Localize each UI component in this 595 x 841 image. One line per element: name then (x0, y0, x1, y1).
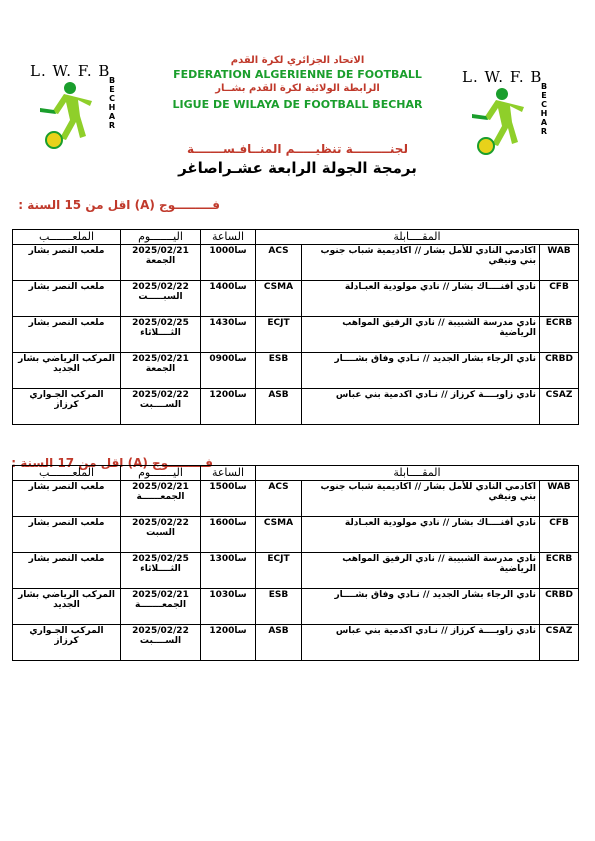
match-cell: نادي مدرسة الشبيبة // نادي الرفيق المواهب الرياضية (302, 317, 540, 353)
venue-cell: المركب الجـواري كرزاز (13, 389, 121, 425)
home-code-cell: CFB (540, 281, 579, 317)
time-cell: 15سا00 (201, 481, 256, 517)
match-cell: نادي أفنــــاك بشار // نادي مولودية العبـادلة (302, 281, 540, 317)
venue-cell: ملعب النصر بشار (13, 281, 121, 317)
football-player-icon (30, 72, 110, 152)
away-code-cell: ESB (256, 353, 302, 389)
logo-title: L. W. F. B (30, 62, 111, 80)
day-cell (121, 245, 201, 281)
header-venue: الملعـــــــب (13, 466, 121, 481)
match-cell: نادي الرجاء بشار الجديد // نـادي وفاق بشــــار (302, 589, 540, 625)
table-row (13, 317, 579, 353)
time-cell: 14سا30 (201, 317, 256, 353)
header-match: المقــــابلة (256, 230, 579, 245)
venue-cell: ملعب النصر بشار (13, 553, 121, 589)
time-cell: 14سا00 (201, 281, 256, 317)
federation-name-arabic: الاتحاد الجزائري لكرة القدم (230, 55, 365, 66)
day-cell (121, 625, 201, 661)
match-cell: نادي مدرسة الشبيبة // نادي الرفيق المواهب الرياضية (302, 553, 540, 589)
weekday: الجمعــــــة (136, 492, 185, 502)
table-row (13, 553, 579, 589)
home-code-cell: CRBD (540, 589, 579, 625)
date: 2025/02/21 (132, 354, 189, 364)
day-cell (121, 589, 201, 625)
table-row (13, 281, 579, 317)
away-code-cell: ECJT (256, 317, 302, 353)
header-time: الساعة (201, 466, 256, 481)
table-header-row (13, 466, 579, 481)
table-row (13, 517, 579, 553)
table-header-row (13, 230, 579, 245)
date: 2025/02/21 (132, 590, 189, 600)
weekday: الســــبت (139, 400, 182, 410)
match-cell: نادي أفنــــاك بشار // نادي مولودية العبـادلة (302, 517, 540, 553)
away-code-cell: ESB (256, 589, 302, 625)
match-cell: نادي زاويــــة كرزاز // نـادي اكدمية بني عباس (302, 389, 540, 425)
venue-cell: ملعب النصر بشار (13, 317, 121, 353)
away-code-cell: ACS (256, 245, 302, 281)
committee-title: لجنـــــــــة تنظيـــــم المنــافـســـــــة (187, 142, 408, 156)
date: 2025/02/22 (132, 282, 189, 292)
away-code-cell: ASB (256, 389, 302, 425)
date: 2025/02/22 (132, 390, 189, 400)
league-name-french: LIGUE DE WILAYA DE FOOTBALL BECHAR (172, 98, 423, 111)
weekday: الســــبت (139, 636, 182, 646)
home-code-cell: CRBD (540, 353, 579, 389)
header-day: اليـــــــوم (121, 230, 201, 245)
header-match: المقــــابلة (256, 466, 579, 481)
venue-cell: المركب الرياضي بشار الجديد (13, 353, 121, 389)
match-cell: نادي الرجاء بشار الجديد // نـادي وفاق بشــــار (302, 353, 540, 389)
schedule-table-u15 (12, 229, 579, 425)
header-venue: الملعـــــــب (13, 230, 121, 245)
group-title-u15: فـــــــــوج (A) اقل من 15 السنة : (18, 198, 220, 212)
home-code-cell: CSAZ (540, 389, 579, 425)
date: 2025/02/22 (132, 626, 189, 636)
weekday: السبت (146, 528, 175, 538)
date: 2025/02/22 (132, 518, 189, 528)
table-row (13, 589, 579, 625)
date: 2025/02/21 (132, 246, 189, 256)
venue-cell: ملعب النصر بشار (13, 481, 121, 517)
weekday: الثــــلاثاء (140, 328, 181, 338)
home-code-cell: CFB (540, 517, 579, 553)
day-cell (121, 353, 201, 389)
time-cell: 09سا00 (201, 353, 256, 389)
table-row (13, 353, 579, 389)
day-cell (121, 553, 201, 589)
match-cell: اكادمي النادي للأمل بشار // اكاديمية شباب جنوب بني ونيفي (302, 245, 540, 281)
away-code-cell: CSMA (256, 517, 302, 553)
date: 2025/02/21 (132, 482, 189, 492)
weekday: الثــــلاثاء (140, 564, 181, 574)
league-logo-left (30, 62, 140, 157)
league-name-arabic: الرابطة الولائية لكرة القدم بشــار (215, 83, 380, 94)
match-cell: اكادمي النادي للأمل بشار // اكاديمية شباب جنوب بني ونيفي (302, 481, 540, 517)
time-cell: 12سا00 (201, 625, 256, 661)
away-code-cell: CSMA (256, 281, 302, 317)
time-cell: 13سا00 (201, 553, 256, 589)
home-code-cell: CSAZ (540, 625, 579, 661)
away-code-cell: ASB (256, 625, 302, 661)
home-code-cell: ECRB (540, 553, 579, 589)
date: 2025/02/25 (132, 318, 189, 328)
header-day: اليـــــــوم (121, 466, 201, 481)
day-cell (121, 389, 201, 425)
home-code-cell: WAB (540, 245, 579, 281)
time-cell: 12سا00 (201, 389, 256, 425)
venue-cell: المركب الرياضي بشار الجديد (13, 589, 121, 625)
weekday: الجمعة (145, 256, 176, 266)
day-cell (121, 281, 201, 317)
time-cell: 10سا00 (201, 245, 256, 281)
weekday: الجمعـــــــة (134, 600, 187, 610)
time-cell: 16سا00 (201, 517, 256, 553)
weekday: السبـــــت (138, 292, 183, 302)
program-title: برمجة الجولة الرابعة عشـراصاغر (178, 159, 417, 177)
away-code-cell: ECJT (256, 553, 302, 589)
day-cell (121, 481, 201, 517)
logo-subtitle: B E C H A R (108, 76, 116, 130)
table-row (13, 245, 579, 281)
venue-cell: ملعب النصر بشار (13, 245, 121, 281)
weekday: الجمعة (145, 364, 176, 374)
match-cell: نادي زاويــــة كرزاز // نـادي اكدمية بني عباس (302, 625, 540, 661)
table-row (13, 625, 579, 661)
header-time: الساعة (201, 230, 256, 245)
day-cell (121, 517, 201, 553)
logo-title: L. W. F. B (462, 68, 543, 86)
table-row (13, 481, 579, 517)
group-title-u17: فـــــــــوج (A) اقل من 17 السنة : (11, 456, 213, 470)
venue-cell: المركب الجـواري كرزاز (13, 625, 121, 661)
date: 2025/02/25 (132, 554, 189, 564)
federation-name-french: FEDERATION ALGERIENNE DE FOOTBALL (173, 68, 422, 81)
time-cell: 10سا30 (201, 589, 256, 625)
home-code-cell: ECRB (540, 317, 579, 353)
venue-cell: ملعب النصر بشار (13, 517, 121, 553)
day-cell (121, 317, 201, 353)
away-code-cell: ACS (256, 481, 302, 517)
table-row (13, 389, 579, 425)
league-logo-right (462, 68, 572, 163)
logo-subtitle: B E C H A R (540, 82, 548, 136)
schedule-table-u17 (12, 465, 579, 661)
football-player-icon (462, 78, 542, 158)
home-code-cell: WAB (540, 481, 579, 517)
